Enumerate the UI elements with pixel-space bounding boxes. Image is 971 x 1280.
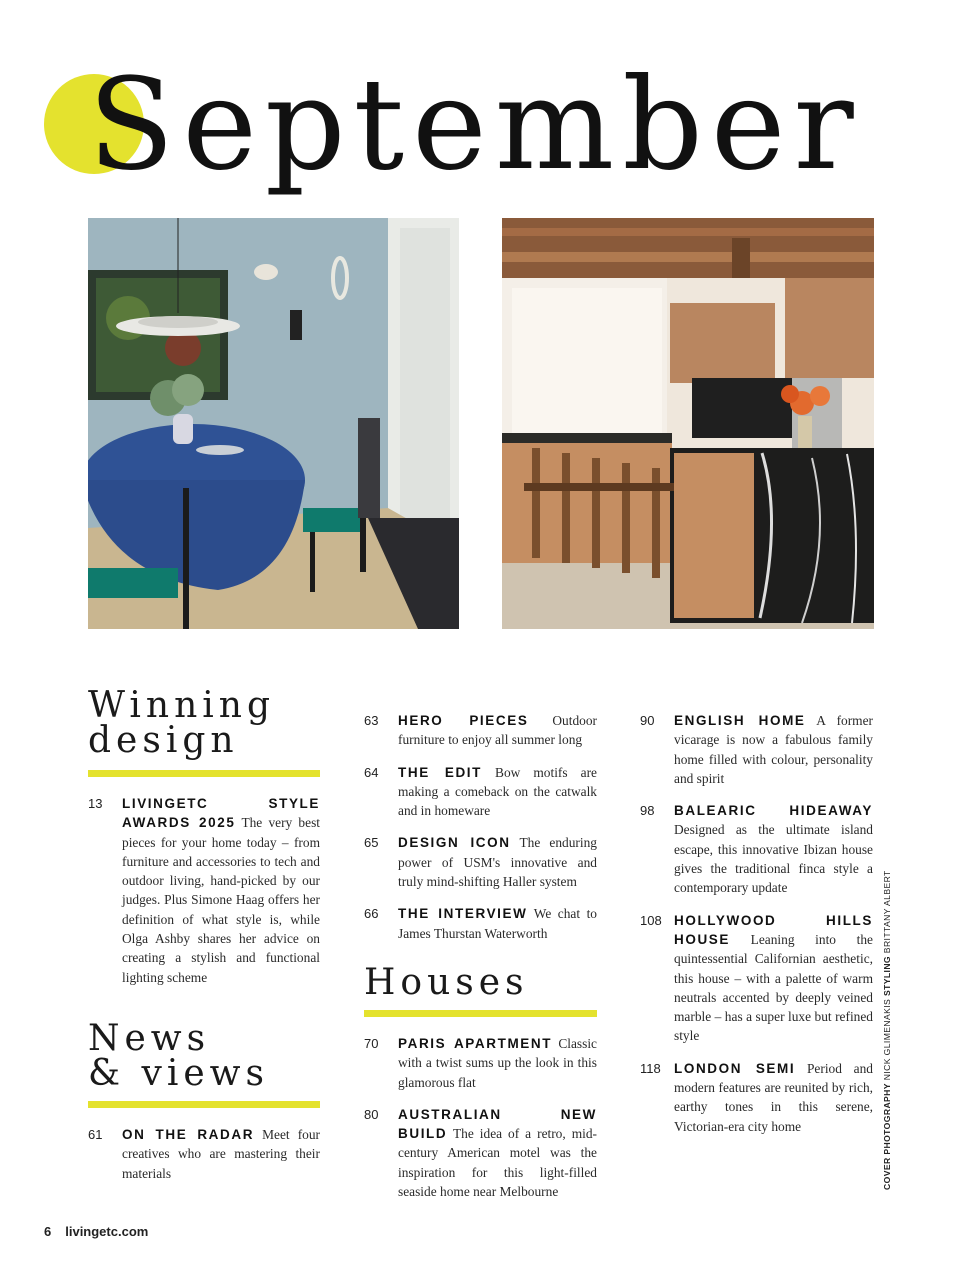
page-number: 108 [640, 912, 662, 928]
contents-entry [364, 763, 597, 821]
entry-description: We chat to James Thurstan Waterworth [398, 906, 597, 941]
entry-description: Designed as the ultimate island escape, this innovative Ibizan house gives the traditional finca style a contemporary update [674, 822, 873, 896]
page-title: September [88, 51, 862, 198]
entry-description: The very best pieces for your home today – from furniture and accessories to tech and outdoor living, hand-picked by our judges. Plus Simone Haag offers her definition of what style is, while Olga Ashby shares her advice on creating a stylish and functional lighting scheme [122, 815, 320, 985]
section-heading-winning-design [88, 685, 320, 761]
photo-credit [881, 860, 893, 1190]
entry-description: The idea of a retro, mid-century American motel was the inspiration for this light-filled seaside home near Melbourne [398, 1126, 597, 1200]
section-rule [88, 770, 320, 777]
page-number: 98 [640, 803, 655, 819]
entry-title: THE EDIT [398, 764, 482, 780]
entry-title: AUSTRALIAN NEW BUILD [398, 1106, 597, 1142]
entry-description: The enduring power of USM's innovative and truly mind-shifting Haller system [398, 835, 597, 890]
page-number: 61 [88, 1127, 103, 1142]
entry-title: LONDON SEMI [674, 1060, 796, 1076]
contents-entry [364, 1034, 597, 1092]
contents-entry [364, 904, 597, 943]
entry-description: Leaning into the quintessential Californian aesthetic, this house – with a palette of warm neutrals accented by deeply veined marble – has a super luxe but refined style [674, 931, 873, 1044]
contents-entry [640, 1059, 873, 1136]
page-number: 118 [640, 1060, 661, 1076]
contents-entry [364, 711, 597, 750]
entry-title: DESIGN ICON [398, 835, 511, 851]
heading-line-2: & views [88, 1053, 269, 1094]
entry-title: HOLLYWOOD HILLS HOUSE [674, 912, 873, 947]
footer-page-number: 6 [44, 1224, 52, 1239]
entry-title: PARIS APARTMENT [398, 1036, 553, 1051]
entry-description: Period and modern features are reunited by rich, earthy tones in this serene, Victorian-era city home [674, 1060, 873, 1134]
section-houses [364, 962, 597, 1003]
entry-description: Bow motifs are making a comeback on the catwalk and in homeware [398, 764, 597, 819]
section-news-views [88, 1018, 320, 1094]
page-number: 90 [640, 713, 655, 728]
page-number: 65 [364, 835, 379, 851]
entry-description: Outdoor furniture to enjoy all summer long [398, 713, 597, 748]
page-footer [44, 1224, 148, 1239]
entry-title: BALEARIC HIDEAWAY [674, 803, 873, 819]
section-winning-design [88, 685, 320, 761]
page-number: 64 [364, 764, 379, 780]
credit-label: STYLING [882, 955, 892, 997]
page-number: 13 [88, 796, 103, 811]
contents-list [364, 711, 597, 943]
section-rule [364, 1010, 597, 1017]
contents-entry [88, 1125, 320, 1183]
entry-title: ON THE RADAR [122, 1127, 255, 1142]
heading-line-2: design [88, 720, 239, 761]
entry-title: HERO PIECES [398, 713, 529, 728]
contents-list [640, 711, 873, 1136]
contents-entry [640, 711, 873, 788]
entry-title: ENGLISH HOME [674, 713, 806, 728]
heading-line-1: News [88, 1018, 211, 1059]
contents-entry [364, 1105, 597, 1201]
entry-title: LIVINGETC STYLE AWARDS 2025 [122, 796, 320, 831]
entry-description: Classic with a twist sums up the look in this glamorous flat [398, 1036, 597, 1090]
footer-site: livingetc.com [65, 1224, 149, 1239]
contents-entry [88, 794, 320, 987]
page-number: 66 [364, 906, 379, 922]
credit-name: NICK GLIMENAKIS [882, 998, 892, 1081]
contents-list [88, 794, 320, 987]
kitchen-illustration [502, 218, 874, 629]
credit-name: BRITTANY ALBERT [882, 870, 892, 954]
page-number: 63 [364, 713, 379, 728]
entry-description: A former vicarage is now a fabulous family home filled with colour, personality and spirit [674, 713, 873, 786]
credit-label: COVER PHOTOGRAPHY [882, 1083, 892, 1190]
section-heading-houses: Houses [364, 962, 529, 1003]
dining-room-photo [88, 218, 459, 629]
kitchen-photo [502, 218, 874, 629]
contents-list [364, 1034, 597, 1201]
page-number: 70 [364, 1036, 379, 1051]
entry-title: THE INTERVIEW [398, 906, 528, 922]
heading-line-1: Winning [88, 685, 275, 726]
contents-entry [364, 833, 597, 891]
entry-description: Meet four creatives who are mastering their materials [122, 1127, 321, 1181]
section-rule [88, 1101, 320, 1108]
contents-entry [640, 801, 873, 897]
contents-entry [640, 911, 873, 1046]
dining-room-illustration [88, 218, 459, 629]
section-heading-news-views [88, 1018, 320, 1094]
page-number: 80 [364, 1106, 379, 1122]
contents-list [88, 1125, 320, 1183]
